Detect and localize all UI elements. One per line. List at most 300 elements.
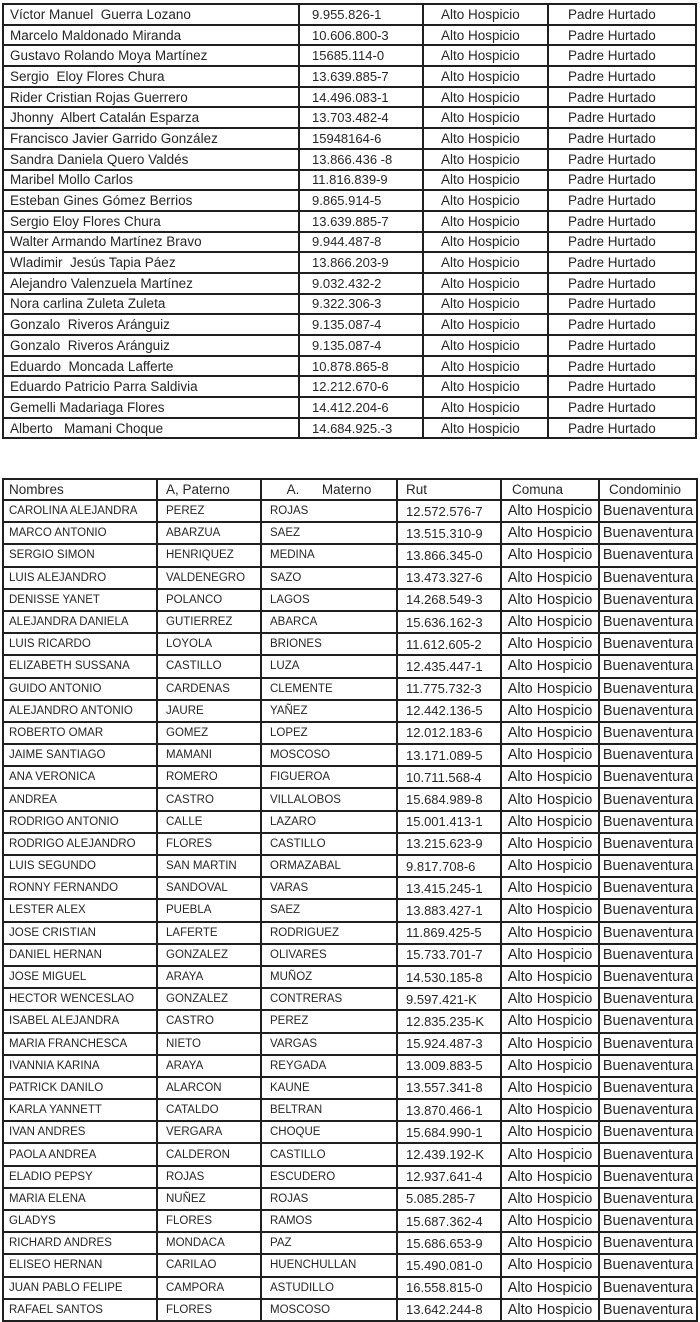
buenaventura-table-body xyxy=(3,500,697,1321)
cell-condominio: Padre Hurtado xyxy=(548,149,696,170)
cell-full-name: Eduardo Patricio Parra Saldivia xyxy=(3,376,299,397)
table-row xyxy=(3,66,696,87)
cell-rut: 9.322.306-3 xyxy=(299,294,423,315)
cell-condominio: Padre Hurtado xyxy=(548,107,696,128)
cell-nombres: SERGIO SIMON xyxy=(3,544,157,566)
cell-comuna: Alto Hospicio xyxy=(501,877,599,899)
cell-materno: LUZA xyxy=(261,655,397,677)
cell-condominio: Padre Hurtado xyxy=(548,252,696,273)
cell-full-name: Jhonny Albert Catalán Esparza xyxy=(3,107,299,128)
cell-condominio: Buenaventura xyxy=(599,544,697,566)
table-row xyxy=(3,25,696,46)
cell-paterno: PUEBLA xyxy=(157,899,261,921)
cell-rut: 13.866.203-9 xyxy=(299,252,423,273)
cell-comuna: Alto Hospicio xyxy=(501,788,599,810)
cell-rut: 13.870.466-1 xyxy=(397,1099,501,1121)
cell-full-name: Marcelo Maldonado Miranda xyxy=(3,25,299,46)
cell-condominio: Buenaventura xyxy=(599,589,697,611)
cell-materno: LAZARO xyxy=(261,811,397,833)
cell-condominio: Padre Hurtado xyxy=(548,190,696,211)
cell-nombres: HECTOR WENCESLAO xyxy=(3,988,157,1010)
cell-materno: ROJAS xyxy=(261,500,397,522)
table-row xyxy=(3,500,697,522)
cell-paterno: GUTIERREZ xyxy=(157,611,261,633)
cell-materno: OLIVARES xyxy=(261,944,397,966)
cell-paterno: FLORES xyxy=(157,1299,261,1321)
cell-comuna: Alto Hospicio xyxy=(501,1277,599,1299)
cell-comuna: Alto Hospicio xyxy=(423,107,548,128)
cell-comuna: Alto Hospicio xyxy=(501,1099,599,1121)
cell-paterno: CARDENAS xyxy=(157,678,261,700)
cell-nombres: ALEJANDRO ANTONIO xyxy=(3,700,157,722)
cell-rut: 12.835.235-K xyxy=(397,1010,501,1032)
cell-nombres: JOSE MIGUEL xyxy=(3,966,157,988)
cell-rut: 13.642.244-8 xyxy=(397,1299,501,1321)
cell-rut: 14.268.549-3 xyxy=(397,589,501,611)
cell-rut: 13.473.327-6 xyxy=(397,567,501,589)
table-row xyxy=(3,107,696,128)
cell-nombres: GUIDO ANTONIO xyxy=(3,678,157,700)
cell-nombres: CAROLINA ALEJANDRA xyxy=(3,500,157,522)
table-row xyxy=(3,833,697,855)
cell-paterno: SAN MARTIN xyxy=(157,855,261,877)
cell-paterno: JAURE xyxy=(157,700,261,722)
cell-condominio: Buenaventura xyxy=(599,1143,697,1165)
cell-condominio: Padre Hurtado xyxy=(548,232,696,253)
table-row xyxy=(3,655,697,677)
cell-rut: 13.639.885-7 xyxy=(299,211,423,232)
header-condominio: Condominio xyxy=(599,479,697,500)
cell-rut: 10.711.568-4 xyxy=(397,766,501,788)
table-row xyxy=(3,1033,697,1055)
cell-full-name: Maribel Mollo Carlos xyxy=(3,170,299,191)
cell-condominio: Buenaventura xyxy=(599,1121,697,1143)
cell-condominio: Buenaventura xyxy=(599,811,697,833)
table-row xyxy=(3,811,697,833)
cell-materno: CASTILLO xyxy=(261,1143,397,1165)
cell-materno: ASTUDILLO xyxy=(261,1277,397,1299)
cell-materno: ESCUDERO xyxy=(261,1166,397,1188)
cell-condominio: Padre Hurtado xyxy=(548,397,696,418)
table-row xyxy=(3,788,697,810)
cell-comuna: Alto Hospicio xyxy=(423,149,548,170)
cell-condominio: Buenaventura xyxy=(599,944,697,966)
cell-comuna: Alto Hospicio xyxy=(501,544,599,566)
cell-paterno: NIETO xyxy=(157,1033,261,1055)
cell-comuna: Alto Hospicio xyxy=(501,922,599,944)
table-row xyxy=(3,855,697,877)
cell-nombres: PATRICK DANILO xyxy=(3,1077,157,1099)
table-row xyxy=(3,190,696,211)
table-row xyxy=(3,87,696,108)
cell-rut: 15948164-6 xyxy=(299,128,423,149)
cell-nombres: RONNY FERNANDO xyxy=(3,877,157,899)
cell-nombres: JAIME SANTIAGO xyxy=(3,744,157,766)
table-row xyxy=(3,544,697,566)
table-row xyxy=(3,1143,697,1165)
cell-materno: ROJAS xyxy=(261,1188,397,1210)
cell-comuna: Alto Hospicio xyxy=(423,314,548,335)
cell-condominio: Buenaventura xyxy=(599,833,697,855)
cell-full-name: Sergio Eloy Flores Chura xyxy=(3,66,299,87)
cell-materno: MOSCOSO xyxy=(261,744,397,766)
cell-full-name: Rider Cristian Rojas Guerrero xyxy=(3,87,299,108)
table-row xyxy=(3,211,696,232)
cell-rut: 12.212.670-6 xyxy=(299,376,423,397)
cell-materno: BRIONES xyxy=(261,633,397,655)
cell-comuna: Alto Hospicio xyxy=(501,766,599,788)
cell-materno: CHOQUE xyxy=(261,1121,397,1143)
cell-comuna: Alto Hospicio xyxy=(501,1055,599,1077)
cell-rut: 14.530.185-8 xyxy=(397,966,501,988)
cell-nombres: MARIA ELENA xyxy=(3,1188,157,1210)
table-row xyxy=(3,678,697,700)
cell-comuna: Alto Hospicio xyxy=(423,397,548,418)
cell-condominio: Padre Hurtado xyxy=(548,211,696,232)
cell-rut: 15.636.162-3 xyxy=(397,611,501,633)
cell-materno: RODRIGUEZ xyxy=(261,922,397,944)
cell-materno: HUENCHULLAN xyxy=(261,1254,397,1276)
cell-rut: 12.442.136-5 xyxy=(397,700,501,722)
cell-full-name: Alejandro Valenzuela Martínez xyxy=(3,273,299,294)
cell-condominio: Padre Hurtado xyxy=(548,376,696,397)
cell-condominio: Buenaventura xyxy=(599,988,697,1010)
cell-comuna: Alto Hospicio xyxy=(501,744,599,766)
cell-nombres: MARCO ANTONIO xyxy=(3,522,157,544)
cell-full-name: Sandra Daniela Quero Valdés xyxy=(3,149,299,170)
cell-condominio: Padre Hurtado xyxy=(548,314,696,335)
cell-rut: 15685.114-0 xyxy=(299,45,423,66)
cell-paterno: CARILAO xyxy=(157,1254,261,1276)
padre-hurtado-table xyxy=(2,3,697,439)
cell-materno: VILLALOBOS xyxy=(261,788,397,810)
table-row xyxy=(3,766,697,788)
cell-paterno: ROJAS xyxy=(157,1166,261,1188)
cell-paterno: LAFERTE xyxy=(157,922,261,944)
header-comuna: Comuna xyxy=(501,479,599,500)
cell-comuna: Alto Hospicio xyxy=(423,252,548,273)
cell-rut: 13.883.427-1 xyxy=(397,899,501,921)
cell-rut: 14.684.925.-3 xyxy=(299,418,423,439)
cell-paterno: CAMPORA xyxy=(157,1277,261,1299)
cell-full-name: Nora carlina Zuleta Zuleta xyxy=(3,294,299,315)
cell-condominio: Buenaventura xyxy=(599,655,697,677)
table-row xyxy=(3,335,696,356)
cell-paterno: LOYOLA xyxy=(157,633,261,655)
cell-rut: 9.865.914-5 xyxy=(299,190,423,211)
cell-condominio: Buenaventura xyxy=(599,611,697,633)
cell-comuna: Alto Hospicio xyxy=(501,1210,599,1232)
cell-nombres: KARLA YANNETT xyxy=(3,1099,157,1121)
cell-condominio: Buenaventura xyxy=(599,1033,697,1055)
cell-materno: PEREZ xyxy=(261,1010,397,1032)
cell-materno: YAÑEZ xyxy=(261,700,397,722)
cell-condominio: Buenaventura xyxy=(599,855,697,877)
cell-paterno: MONDACA xyxy=(157,1232,261,1254)
cell-materno: BELTRAN xyxy=(261,1099,397,1121)
table-row xyxy=(3,418,696,439)
cell-comuna: Alto Hospicio xyxy=(501,1077,599,1099)
cell-condominio: Buenaventura xyxy=(599,722,697,744)
cell-comuna: Alto Hospicio xyxy=(501,1033,599,1055)
cell-rut: 15.001.413-1 xyxy=(397,811,501,833)
table-row xyxy=(3,966,697,988)
cell-paterno: CASTRO xyxy=(157,788,261,810)
cell-rut: 13.009.883-5 xyxy=(397,1055,501,1077)
cell-paterno: ARAYA xyxy=(157,966,261,988)
table-row xyxy=(3,1121,697,1143)
cell-materno: MEDINA xyxy=(261,544,397,566)
cell-condominio: Buenaventura xyxy=(599,633,697,655)
cell-comuna: Alto Hospicio xyxy=(423,45,548,66)
cell-full-name: Sergio Eloy Flores Chura xyxy=(3,211,299,232)
cell-rut: 12.012.183-6 xyxy=(397,722,501,744)
cell-condominio: Buenaventura xyxy=(599,877,697,899)
cell-rut: 15.733.701-7 xyxy=(397,944,501,966)
table-row xyxy=(3,1099,697,1121)
table-row xyxy=(3,128,696,149)
cell-condominio: Buenaventura xyxy=(599,1099,697,1121)
cell-rut: 11.869.425-5 xyxy=(397,922,501,944)
table-row xyxy=(3,611,697,633)
cell-condominio: Buenaventura xyxy=(599,788,697,810)
cell-rut: 15.684.990-1 xyxy=(397,1121,501,1143)
cell-nombres: ANDREA xyxy=(3,788,157,810)
cell-materno: MUÑOZ xyxy=(261,966,397,988)
cell-comuna: Alto Hospicio xyxy=(423,273,548,294)
cell-materno: CASTILLO xyxy=(261,833,397,855)
cell-paterno: GONZALEZ xyxy=(157,944,261,966)
cell-condominio: Buenaventura xyxy=(599,700,697,722)
cell-comuna: Alto Hospicio xyxy=(501,611,599,633)
table-row xyxy=(3,314,696,335)
cell-nombres: ALEJANDRA DANIELA xyxy=(3,611,157,633)
table-row xyxy=(3,252,696,273)
cell-full-name: Gonzalo Riveros Aránguiz xyxy=(3,335,299,356)
cell-materno: MOSCOSO xyxy=(261,1299,397,1321)
cell-paterno: ALARCON xyxy=(157,1077,261,1099)
table-row xyxy=(3,589,697,611)
cell-comuna: Alto Hospicio xyxy=(501,833,599,855)
cell-comuna: Alto Hospicio xyxy=(501,700,599,722)
cell-materno: SAZO xyxy=(261,567,397,589)
table-row xyxy=(3,567,697,589)
cell-condominio: Buenaventura xyxy=(599,966,697,988)
table-row xyxy=(3,1232,697,1254)
cell-condominio: Padre Hurtado xyxy=(548,66,696,87)
buenaventura-table xyxy=(2,478,698,1322)
table-row xyxy=(3,4,696,25)
table-row xyxy=(3,922,697,944)
cell-rut: 9.032.432-2 xyxy=(299,273,423,294)
cell-condominio: Buenaventura xyxy=(599,1055,697,1077)
cell-rut: 14.412.204-6 xyxy=(299,397,423,418)
cell-condominio: Buenaventura xyxy=(599,1299,697,1321)
cell-nombres: LUIS RICARDO xyxy=(3,633,157,655)
table-row xyxy=(3,988,697,1010)
cell-comuna: Alto Hospicio xyxy=(423,356,548,377)
cell-rut: 13.866.436 -8 xyxy=(299,149,423,170)
cell-comuna: Alto Hospicio xyxy=(501,567,599,589)
cell-condominio: Buenaventura xyxy=(599,744,697,766)
cell-rut: 10.878.865-8 xyxy=(299,356,423,377)
cell-condominio: Buenaventura xyxy=(599,1254,697,1276)
cell-materno: SAEZ xyxy=(261,899,397,921)
cell-materno: KAUNE xyxy=(261,1077,397,1099)
cell-paterno: FLORES xyxy=(157,833,261,855)
cell-rut: 13.557.341-8 xyxy=(397,1077,501,1099)
cell-comuna: Alto Hospicio xyxy=(501,855,599,877)
cell-condominio: Padre Hurtado xyxy=(548,128,696,149)
cell-nombres: LUIS SEGUNDO xyxy=(3,855,157,877)
cell-materno: CLEMENTE xyxy=(261,678,397,700)
cell-paterno: ROMERO xyxy=(157,766,261,788)
table-row xyxy=(3,1055,697,1077)
cell-rut: 12.937.641-4 xyxy=(397,1166,501,1188)
header-rut: Rut xyxy=(397,479,501,500)
cell-condominio: Padre Hurtado xyxy=(548,294,696,315)
table-row xyxy=(3,170,696,191)
cell-nombres: JOSE CRISTIAN xyxy=(3,922,157,944)
table-row xyxy=(3,45,696,66)
cell-condominio: Buenaventura xyxy=(599,1010,697,1032)
cell-full-name: Esteban Gines Gómez Berrios xyxy=(3,190,299,211)
cell-paterno: HENRIQUEZ xyxy=(157,544,261,566)
cell-rut: 9.135.087-4 xyxy=(299,335,423,356)
cell-paterno: CASTILLO xyxy=(157,655,261,677)
cell-comuna: Alto Hospicio xyxy=(501,1254,599,1276)
cell-rut: 12.572.576-7 xyxy=(397,500,501,522)
table-row xyxy=(3,273,696,294)
cell-comuna: Alto Hospicio xyxy=(501,1143,599,1165)
cell-paterno: CATALDO xyxy=(157,1099,261,1121)
cell-rut: 14.496.083-1 xyxy=(299,87,423,108)
cell-paterno: VERGARA xyxy=(157,1121,261,1143)
cell-condominio: Padre Hurtado xyxy=(548,45,696,66)
cell-condominio: Buenaventura xyxy=(599,522,697,544)
cell-comuna: Alto Hospicio xyxy=(501,678,599,700)
table-row xyxy=(3,700,697,722)
cell-condominio: Padre Hurtado xyxy=(548,273,696,294)
cell-condominio: Buenaventura xyxy=(599,1166,697,1188)
cell-materno: VARGAS xyxy=(261,1033,397,1055)
cell-nombres: IVAN ANDRES xyxy=(3,1121,157,1143)
cell-rut: 12.435.447-1 xyxy=(397,655,501,677)
table-row xyxy=(3,149,696,170)
cell-condominio: Buenaventura xyxy=(599,1232,697,1254)
cell-comuna: Alto Hospicio xyxy=(423,170,548,191)
cell-full-name: Gonzalo Riveros Aránguiz xyxy=(3,314,299,335)
cell-rut: 13.866.345-0 xyxy=(397,544,501,566)
cell-nombres: RODRIGO ANTONIO xyxy=(3,811,157,833)
cell-paterno: CASTRO xyxy=(157,1010,261,1032)
cell-materno: SAEZ xyxy=(261,522,397,544)
cell-comuna: Alto Hospicio xyxy=(501,633,599,655)
cell-nombres: RICHARD ANDRES xyxy=(3,1232,157,1254)
cell-comuna: Alto Hospicio xyxy=(423,335,548,356)
padre-hurtado-table-body xyxy=(3,4,696,438)
cell-materno: LOPEZ xyxy=(261,722,397,744)
cell-full-name: Alberto Mamani Choque xyxy=(3,418,299,439)
cell-condominio: Buenaventura xyxy=(599,1188,697,1210)
cell-condominio: Buenaventura xyxy=(599,1077,697,1099)
table-row xyxy=(3,877,697,899)
table-row xyxy=(3,1210,697,1232)
cell-paterno: FLORES xyxy=(157,1210,261,1232)
cell-rut: 16.558.815-0 xyxy=(397,1277,501,1299)
cell-nombres: RODRIGO ALEJANDRO xyxy=(3,833,157,855)
cell-condominio: Buenaventura xyxy=(599,567,697,589)
cell-nombres: PAOLA ANDREA xyxy=(3,1143,157,1165)
cell-materno: FIGUEROA xyxy=(261,766,397,788)
cell-paterno: ABARZUA xyxy=(157,522,261,544)
table-row xyxy=(3,356,696,377)
cell-condominio: Buenaventura xyxy=(599,766,697,788)
table-row xyxy=(3,397,696,418)
cell-materno: ORMAZABAL xyxy=(261,855,397,877)
cell-comuna: Alto Hospicio xyxy=(423,294,548,315)
cell-condominio: Buenaventura xyxy=(599,922,697,944)
table-row xyxy=(3,899,697,921)
cell-comuna: Alto Hospicio xyxy=(501,899,599,921)
cell-condominio: Padre Hurtado xyxy=(548,25,696,46)
cell-rut: 12.439.192-K xyxy=(397,1143,501,1165)
cell-comuna: Alto Hospicio xyxy=(501,1121,599,1143)
header-nombres: Nombres xyxy=(3,479,157,500)
cell-comuna: Alto Hospicio xyxy=(423,211,548,232)
cell-comuna: Alto Hospicio xyxy=(501,1166,599,1188)
cell-comuna: Alto Hospicio xyxy=(501,500,599,522)
cell-rut: 13.171.089-5 xyxy=(397,744,501,766)
cell-comuna: Alto Hospicio xyxy=(501,655,599,677)
cell-condominio: Padre Hurtado xyxy=(548,4,696,25)
cell-rut: 10.606.800-3 xyxy=(299,25,423,46)
cell-condominio: Buenaventura xyxy=(599,1210,697,1232)
table-row xyxy=(3,1010,697,1032)
cell-condominio: Padre Hurtado xyxy=(548,335,696,356)
table-row xyxy=(3,522,697,544)
cell-materno: RAMOS xyxy=(261,1210,397,1232)
cell-nombres: LESTER ALEX xyxy=(3,899,157,921)
cell-full-name: Eduardo Moncada Lafferte xyxy=(3,356,299,377)
cell-nombres: ROBERTO OMAR xyxy=(3,722,157,744)
cell-nombres: ELADIO PEPSY xyxy=(3,1166,157,1188)
cell-materno: LAGOS xyxy=(261,589,397,611)
cell-paterno: SANDOVAL xyxy=(157,877,261,899)
cell-materno: ABARCA xyxy=(261,611,397,633)
cell-rut: 13.215.623-9 xyxy=(397,833,501,855)
cell-full-name: Francisco Javier Garrido González xyxy=(3,128,299,149)
cell-full-name: Gustavo Rolando Moya Martínez xyxy=(3,45,299,66)
cell-rut: 13.703.482-4 xyxy=(299,107,423,128)
cell-rut: 9.955.826-1 xyxy=(299,4,423,25)
cell-comuna: Alto Hospicio xyxy=(423,128,548,149)
cell-comuna: Alto Hospicio xyxy=(501,1188,599,1210)
cell-condominio: Padre Hurtado xyxy=(548,356,696,377)
table-row xyxy=(3,1077,697,1099)
cell-comuna: Alto Hospicio xyxy=(423,190,548,211)
cell-nombres: LUIS ALEJANDRO xyxy=(3,567,157,589)
cell-comuna: Alto Hospicio xyxy=(501,811,599,833)
cell-comuna: Alto Hospicio xyxy=(501,1010,599,1032)
cell-nombres: DENISSE YANET xyxy=(3,589,157,611)
cell-rut: 11.612.605-2 xyxy=(397,633,501,655)
cell-condominio: Padre Hurtado xyxy=(548,170,696,191)
cell-paterno: POLANCO xyxy=(157,589,261,611)
table-row xyxy=(3,1166,697,1188)
table-row xyxy=(3,722,697,744)
table-row xyxy=(3,944,697,966)
